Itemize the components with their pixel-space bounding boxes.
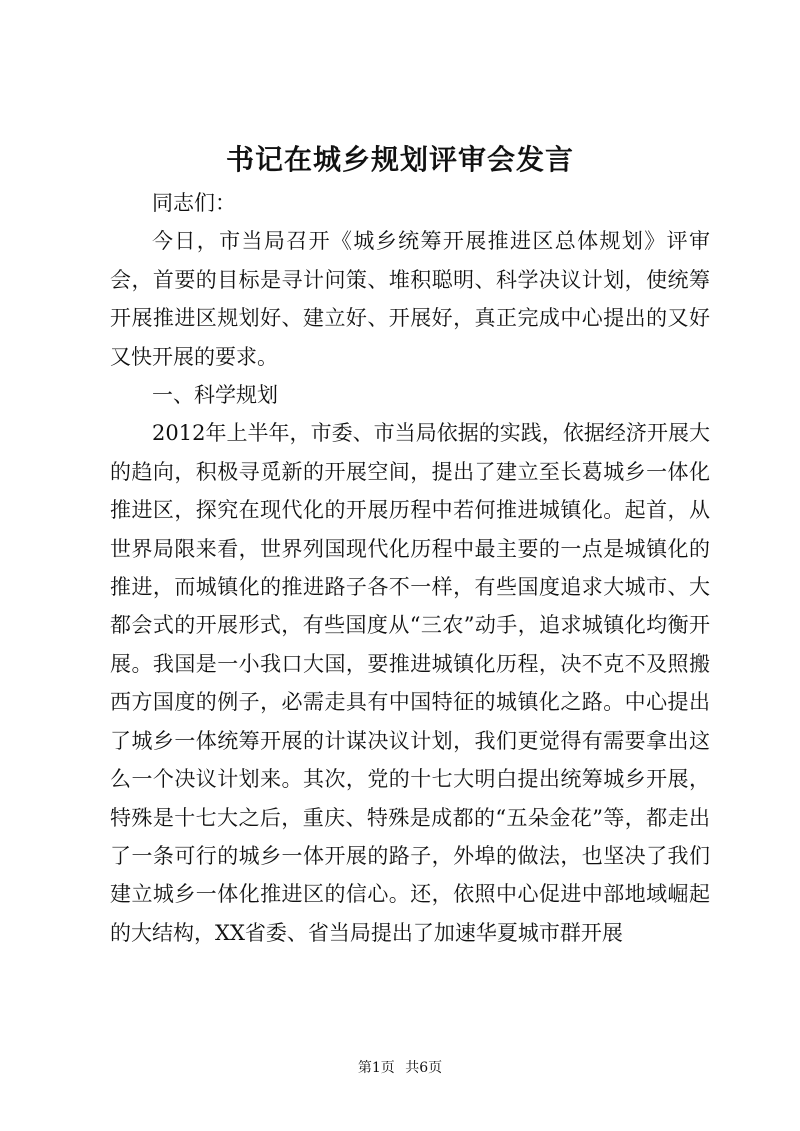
document-body [110,184,710,952]
page-footer [0,1058,800,1078]
page-number: 第1页 [357,1060,395,1076]
document-title: 书记在城乡规划评审会发言 [225,143,574,176]
section-heading: 一、科学规划 [152,383,278,408]
page-total: 共6页 [405,1060,443,1076]
body-paragraph: 2012年上半年，市委、市当局依据的实践，依据经济开展大的趋向，积极寻觅新的开展空间，提出了建立至长葛城乡一体化推进区，探究在现代化的开展历程中若何推进城镇化。起首，从世界局限来看，世界列国现代化历程中最主要的一点是城镇化的推进，而城镇化的推进路子各不一样，有些国度追求大城市、大都会式的开展形式，有些国度从“三农”动手，追求城镇化均衡开展。我国是一小我口大国，要推进城镇化历程，决不克不及照搬西方国度的例子，必需走具有中国特征的城镇化之路。中心提出了城乡一体统筹开展的计谋决议计划，我们更觉得有需要拿出这么一个决议计划来。其次，党的十七大明白提出统筹城乡开展，特殊是十七大之后，重庆、特殊是成都的“五朵金花”等，都走出了一条可行的城乡一体开展的路子，外埠的做法，也坚决了我们建立城乡一体化推进区的信心。还，依照中心促进中部地域崛起的大结构，XX省委、省当局提出了加速华夏城市群开展 [110,421,710,945]
intro-paragraph: 今日，市当局召开《城乡统筹开展推进区总体规划》评审会，首要的目标是寻计问策、堆积聪明、科学决议计划，使统筹开展推进区规划好、建立好、开展好，真正完成中心提出的又好又快开展的要求。 [110,229,710,369]
salutation-paragraph: 同志们： [152,191,236,215]
